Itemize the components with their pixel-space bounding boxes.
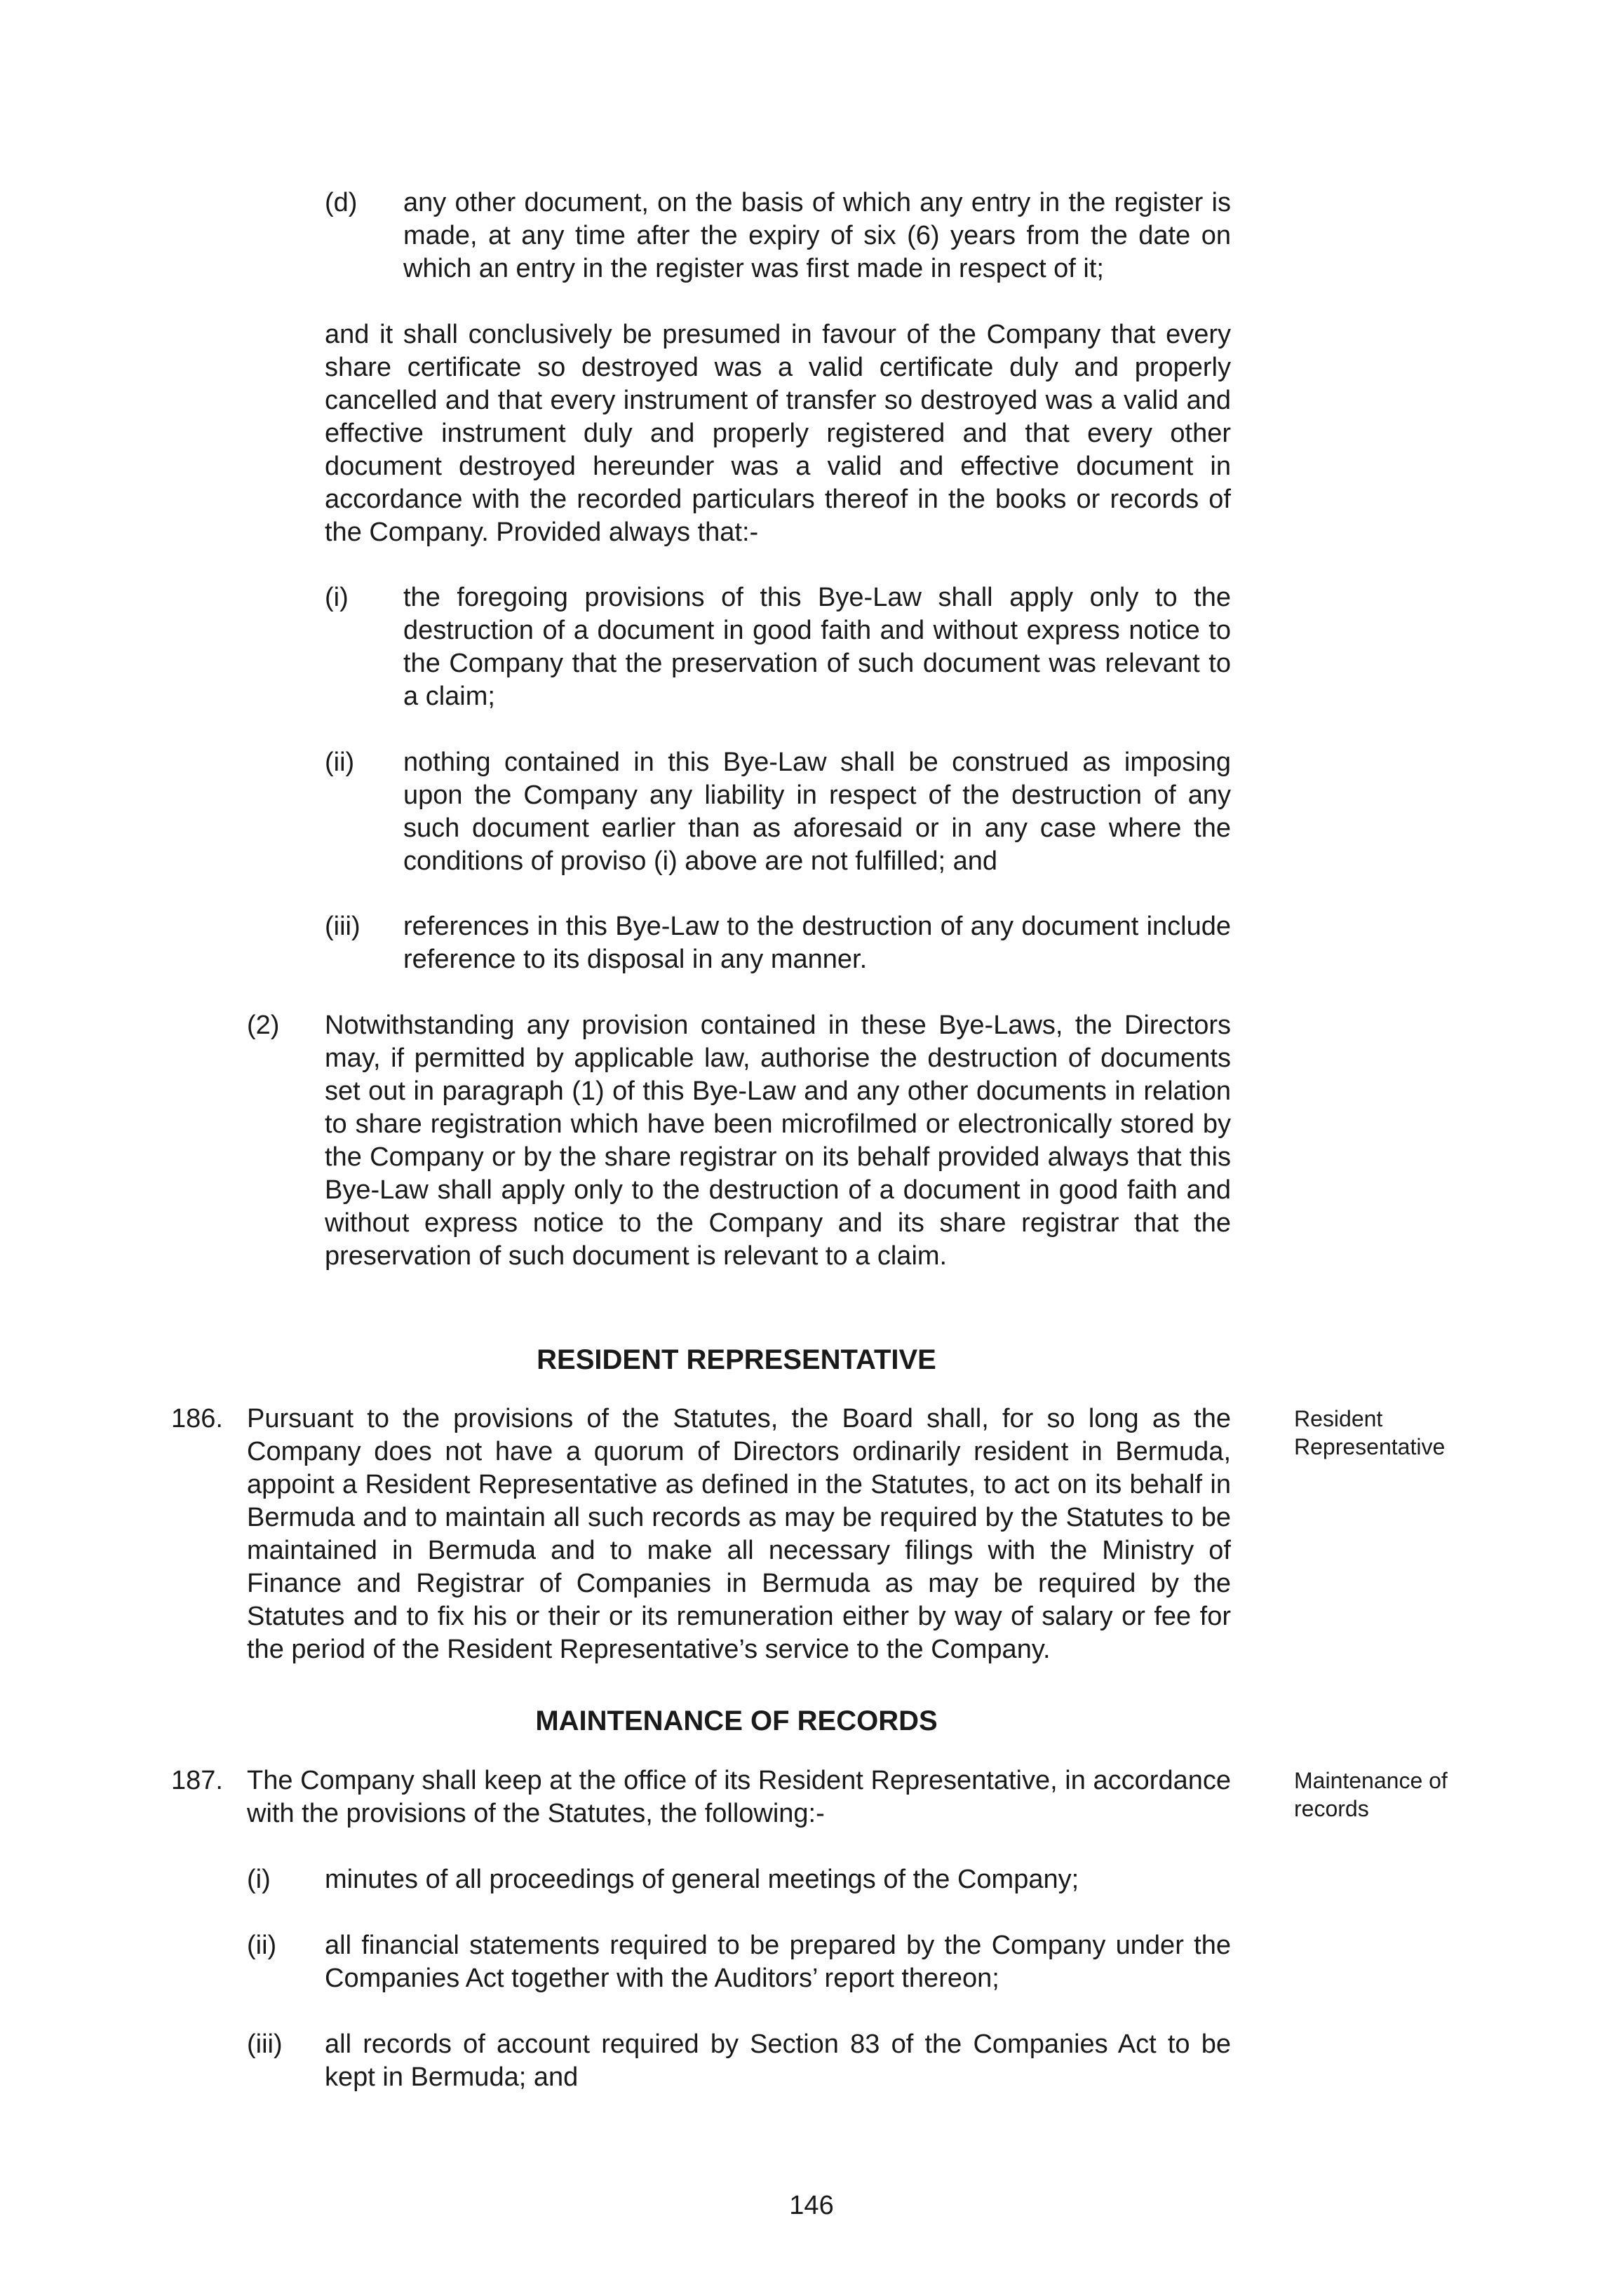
proviso-text-iii: references in this Bye-Law to the destruction of any document include reference to its disposal in any manner. bbox=[403, 912, 1231, 974]
margin-note-resident-representative: Resident Representative bbox=[1294, 1406, 1446, 1459]
presumption-paragraph: and it shall conclusively be presumed in favour of the Company that every share certificate so destroyed was a valid certificate duly and properly cancelled and that every instrument of transfer so destroyed was a valid and effective instrument duly and properly registered and that every other document destroyed hereunder was a valid and effective document in accordance with the recorded particulars thereof in the books or records of the Company. Provided always that:- bbox=[325, 320, 1231, 547]
records-item-text-ii: all financial statements required to be prepared by the Company under the Companies Act together with the Auditors’ report thereon; bbox=[325, 1931, 1231, 1993]
proviso-text-i: the foregoing provisions of this Bye-Law shall apply only to the destruction of a document in good faith and without express notice to the Company that the preservation of such document was relevant to a claim; bbox=[403, 583, 1231, 711]
paragraph-2-text: Notwithstanding any provision contained in these Bye-Laws, the Directors may, if permitted by applicable law, authorise the destruction of documents set out in paragraph (1) of this Bye-Law and any other documents in relation to share registration which have been microfilmed or electronically stored by the Company or by the share registrar on its behalf provided always that this Bye-Law shall apply only to the destruction of a document in good faith and without express notice to the Company and its share registrar that the preservation of such document is relevant to a claim. bbox=[325, 1011, 1231, 1271]
proviso-label-i: (i) bbox=[325, 583, 349, 612]
records-item-text-iii: all records of account required by Section 83 of the Companies Act to be kept in Bermuda; and bbox=[325, 2030, 1231, 2092]
paragraph-2-label: (2) bbox=[247, 1011, 280, 1040]
records-item-label-ii: (ii) bbox=[247, 1931, 277, 1960]
section-187-number: 187. bbox=[171, 1766, 223, 1795]
proviso-text-ii: nothing contained in this Bye-Law shall be construed as imposing upon the Company any liability in respect of the destruction of any such document earlier than as aforesaid or in any case where the conditions of proviso (i) above are not fulfilled; and bbox=[403, 748, 1231, 876]
proviso-label-ii: (ii) bbox=[325, 748, 355, 777]
heading-maintenance-of-records: MAINTENANCE OF RECORDS bbox=[535, 1706, 938, 1736]
proviso-label-iii: (iii) bbox=[325, 912, 361, 941]
records-item-label-i: (i) bbox=[247, 1865, 271, 1894]
page-number: 146 bbox=[789, 2191, 834, 2220]
section-186-number: 186. bbox=[171, 1404, 223, 1433]
heading-resident-representative: RESIDENT REPRESENTATIVE bbox=[537, 1344, 936, 1375]
margin-note-maintenance-of-records: Maintenance of records bbox=[1294, 1768, 1448, 1821]
item-label-d: (d) bbox=[325, 188, 358, 217]
records-item-label-iii: (iii) bbox=[247, 2030, 283, 2059]
item-text-d: any other document, on the basis of which any entry in the register is made, at any time after the expiry of six (6) years from the date on which an entry in the register was first made in respect of it; bbox=[403, 188, 1231, 283]
section-186-text: Pursuant to the provisions of the Statutes, the Board shall, for so long as the Company does not have a quorum of Directors ordinarily resident in Bermuda, appoint a Resident Representative as defined in the Statutes, to act on its behalf in Bermuda and to maintain all such records as may be required by the Statutes to be maintained in Bermuda and to make all necessary filings with the Ministry of Finance and Registrar of Companies in Bermuda as may be required by the Statutes and to fix his or their or its remuneration either by way of salary or fee for the period of the Resident Representative’s service to the Company. bbox=[247, 1404, 1231, 1664]
records-item-text-i: minutes of all proceedings of general meetings of the Company; bbox=[325, 1865, 1079, 1894]
section-187-text: The Company shall keep at the office of its Resident Representative, in accordance with the provisions of the Statutes, the following:- bbox=[247, 1766, 1231, 1828]
